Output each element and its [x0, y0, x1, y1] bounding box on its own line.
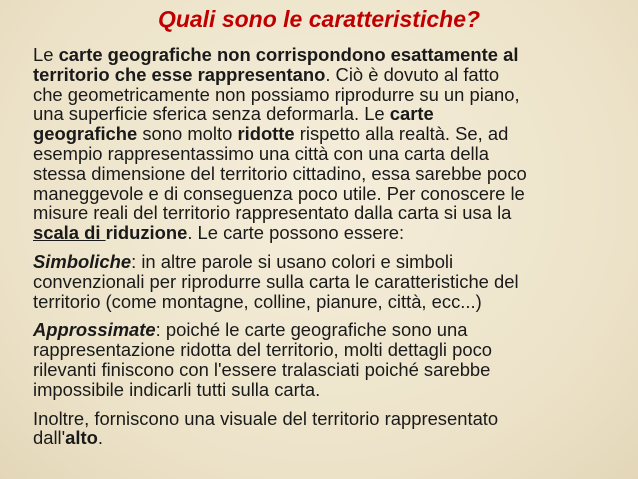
- text-run: . Ciò è dovuto al fatto: [325, 63, 500, 85]
- bold-phrase: carte geografiche non corrispondono esattamente al: [58, 44, 519, 65]
- text-line: stessa dimensione del territorio cittadino, essa sarebbe poco: [33, 162, 527, 184]
- bold-phrase: geografiche: [33, 123, 138, 145]
- scale-term-underlined: scala di: [33, 222, 106, 244]
- text-line: [33, 223, 633, 243]
- text-line: Inoltre, forniscono una visuale del territorio rappresentato: [33, 407, 499, 429]
- text-run: Le: [33, 44, 59, 65]
- paragraph-intro: [33, 45, 633, 243]
- term-approssimate: Approssimate: [33, 319, 156, 341]
- text-run: : in altre parole si usano colori e simboli: [131, 250, 454, 272]
- text-run: .: [97, 427, 103, 449]
- slide-title: Quali sono le caratteristiche?: [157, 6, 481, 32]
- text-line: convenzionali per riprodurre sulla carta le caratteristiche del: [33, 270, 519, 292]
- text-run: dall': [33, 427, 66, 449]
- text-line: [33, 124, 633, 144]
- text-line: [33, 428, 633, 448]
- term-simboliche: Simboliche: [33, 250, 132, 272]
- text-run: : poiché le carte geografiche sono una: [155, 319, 468, 341]
- paragraph-inoltre: [33, 409, 633, 449]
- text-run: sono molto: [137, 123, 238, 145]
- slide-body: [33, 45, 633, 457]
- paragraph-simboliche: [33, 252, 633, 311]
- text-line: territorio (come montagne, colline, pianure, città, ecc...): [33, 290, 482, 312]
- text-line: impossibile indicarli tutti sulla carta.: [33, 378, 321, 400]
- text-run: una superficie sferica senza deformarla. Le: [33, 103, 390, 125]
- text-line: [33, 252, 633, 272]
- text-run: . Le carte possono essere:: [187, 222, 405, 244]
- bold-phrase: territorio che esse rappresentano: [33, 63, 326, 85]
- bold-phrase: riduzione: [105, 222, 188, 244]
- text-line: esempio rappresentassimo una città con una carta della: [33, 142, 489, 164]
- bold-phrase: carte: [389, 103, 434, 125]
- text-line: che geometricamente non possiamo riprodurre su un piano,: [33, 83, 520, 105]
- text-line: rappresentazione ridotta del territorio, molti dettagli poco: [33, 339, 492, 361]
- text-line: [33, 320, 633, 340]
- paragraph-approssimate: [33, 320, 633, 399]
- text-line: [33, 45, 633, 65]
- text-line: rilevanti finiscono con l'essere tralasciati poiché sarebbe: [33, 358, 491, 380]
- bold-phrase: ridotte: [237, 123, 295, 145]
- text-run: rispetto alla realtà. Se, ad: [294, 123, 509, 145]
- text-line: misure reali del territorio rappresentato dalla carta si usa la: [33, 202, 512, 224]
- text-line: maneggevole e di conseguenza poco utile. Per conoscere le: [33, 182, 525, 204]
- text-line: [33, 104, 633, 124]
- bold-phrase: alto: [65, 427, 98, 449]
- text-line: [33, 65, 633, 85]
